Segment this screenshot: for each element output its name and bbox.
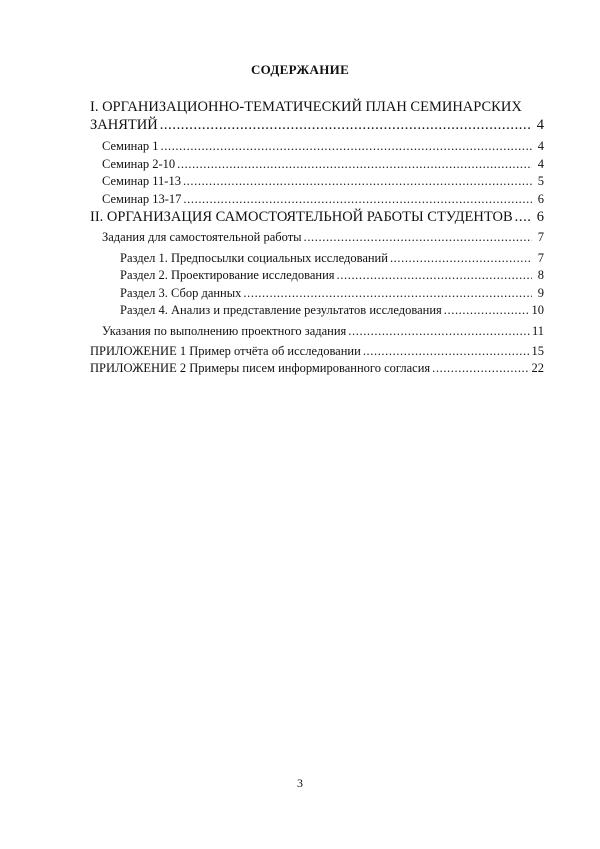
page-title: СОДЕРЖАНИЕ: [250, 62, 350, 77]
toc-item-part-2[interactable]: [90, 267, 544, 285]
toc-section-2[interactable]: [90, 208, 544, 226]
toc-item-tasks[interactable]: [90, 229, 544, 247]
dot-leader: [432, 360, 529, 377]
toc-item-part-4[interactable]: [90, 302, 544, 320]
toc-item-seminar-11-13[interactable]: [90, 173, 544, 191]
toc-item-part-1[interactable]: [90, 250, 544, 268]
toc-page-number: 22: [531, 361, 544, 375]
dot-leader: [304, 229, 532, 247]
dot-leader: [444, 302, 530, 320]
toc-item-label: Раздел 1. Предпосылки социальных исследований: [120, 250, 388, 265]
toc-item-label: Семинар 11-13: [102, 174, 181, 188]
toc-page-number: 8: [537, 268, 544, 282]
toc-page-number: 7: [537, 250, 544, 265]
toc-section-1-line1: I. ОРГАНИЗАЦИОННО-ТЕМАТИЧЕСКИЙ ПЛАН СЕМИНАРСКИХ: [90, 99, 522, 115]
toc-item-label: Раздел 2. Проектирование исследования: [120, 268, 335, 282]
dot-leader: [177, 156, 532, 174]
toc-page-number: 6: [536, 209, 544, 225]
toc-page-number: 4: [536, 117, 544, 133]
toc-page-number: 11: [531, 323, 544, 338]
toc-appendix-1[interactable]: [90, 343, 544, 360]
dot-leader: [390, 250, 532, 268]
dot-leader: [183, 191, 532, 209]
toc-item-label: Раздел 3. Сбор данных: [120, 285, 242, 300]
toc-page-number: 6: [537, 191, 544, 206]
toc-section-2-label: II. ОРГАНИЗАЦИЯ САМОСТОЯТЕЛЬНОЙ РАБОТЫ СТУДЕНТОВ: [90, 209, 513, 225]
toc-page-number: 4: [537, 139, 544, 153]
toc-item-label: Семинар 1: [102, 139, 159, 153]
page-number: 3: [297, 776, 303, 790]
toc-page-number: 10: [531, 303, 544, 317]
toc-item-seminar-13-17[interactable]: [90, 191, 544, 209]
toc-item-label: ПРИЛОЖЕНИЕ 2 Примеры писем информированного согласия: [90, 361, 431, 375]
dot-leader: [161, 138, 532, 156]
toc-item-guidelines[interactable]: [90, 323, 544, 341]
toc-appendix-2[interactable]: [90, 360, 544, 377]
toc-item-seminar-1[interactable]: [90, 138, 544, 156]
toc-item-label: Семинар 2-10: [102, 156, 176, 171]
toc-section-1-line2: ЗАНЯТИЙ: [90, 117, 158, 133]
dot-leader: [363, 343, 530, 360]
dot-leader: [348, 323, 530, 341]
toc-item-seminar-2-10[interactable]: [90, 156, 544, 174]
dot-leader: [515, 208, 532, 226]
dot-leader: [243, 285, 532, 303]
toc-section-1[interactable]: [90, 116, 544, 134]
toc-page-number: 9: [537, 285, 544, 300]
toc-item-label: ПРИЛОЖЕНИЕ 1 Пример отчёта об исследовании: [90, 344, 361, 358]
toc-page-number: 7: [537, 230, 544, 244]
dot-leader: [183, 173, 532, 191]
toc-item-label: Раздел 4. Анализ и представление результатов исследования: [120, 303, 442, 317]
toc-item-label: Задания для самостоятельной работы: [102, 230, 302, 244]
table-of-contents: [90, 98, 544, 377]
toc-page-number: 5: [537, 174, 544, 188]
dot-leader: [337, 267, 532, 285]
dot-leader: [160, 116, 532, 134]
toc-item-label: Указания по выполнению проектного задания: [102, 323, 347, 338]
toc-page-number: 15: [531, 344, 544, 358]
toc-page-number: 4: [537, 156, 544, 171]
toc-item-label: Семинар 13-17: [102, 191, 182, 206]
toc-item-part-3[interactable]: [90, 285, 544, 303]
